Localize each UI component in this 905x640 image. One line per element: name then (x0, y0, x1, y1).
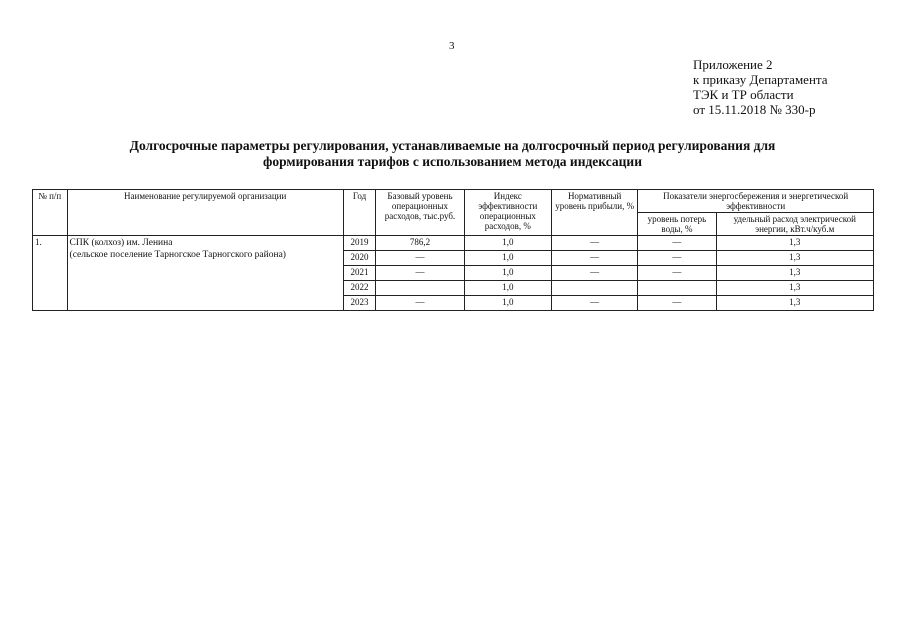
index-cell: 1,0 (464, 251, 551, 266)
profit-cell: — (552, 266, 638, 281)
loss-cell: — (638, 251, 716, 266)
base-cell: — (376, 296, 464, 311)
header-base-expenses: Базовый уровень операционных расходов, тыс.руб. (376, 190, 464, 236)
document-title (60, 138, 845, 170)
base-cell (376, 281, 464, 296)
profit-cell (552, 281, 638, 296)
base-cell: 786,2 (376, 236, 464, 251)
header-energy-indicators: Показатели энергосбережения и энергетической эффективности (638, 190, 874, 213)
year-cell: 2022 (343, 281, 376, 296)
parameters-table (32, 189, 874, 311)
year-cell: 2023 (343, 296, 376, 311)
appendix-line: от 15.11.2018 № 330-р (693, 102, 816, 117)
header-name: Наименование регулируемой организации (67, 190, 343, 236)
row-number: 1. (33, 236, 68, 311)
base-cell: — (376, 266, 464, 281)
organization-name-line: СПК (колхоз) им. Ленина (69, 238, 173, 248)
energy-cell: 1,3 (716, 251, 873, 266)
index-cell: 1,0 (464, 236, 551, 251)
index-cell: 1,0 (464, 266, 551, 281)
energy-cell: 1,3 (716, 281, 873, 296)
energy-cell: 1,3 (716, 266, 873, 281)
header-num: № п/п (33, 190, 68, 236)
appendix-block (693, 57, 828, 117)
index-cell: 1,0 (464, 296, 551, 311)
year-cell: 2021 (343, 266, 376, 281)
organization-name (67, 236, 343, 311)
organization-settlement-line: (сельское поселение Тарногское Тарногского района) (69, 250, 286, 260)
profit-cell: — (552, 251, 638, 266)
table-row (33, 236, 874, 251)
appendix-line: к приказу Департамента (693, 72, 828, 87)
loss-cell: — (638, 236, 716, 251)
profit-cell: — (552, 236, 638, 251)
energy-cell: 1,3 (716, 296, 873, 311)
header-year: Год (343, 190, 376, 236)
page-number: 3 (449, 40, 455, 52)
title-line: Долгосрочные параметры регулирования, устанавливаемые на долгосрочный период регулирования для (129, 138, 776, 153)
loss-cell: — (638, 296, 716, 311)
base-cell: — (376, 251, 464, 266)
index-cell: 1,0 (464, 281, 551, 296)
header-water-loss: уровень потерь воды, % (638, 213, 716, 236)
year-cell: 2019 (343, 236, 376, 251)
year-cell: 2020 (343, 251, 376, 266)
energy-cell: 1,3 (716, 236, 873, 251)
appendix-line: Приложение 2 (693, 57, 773, 72)
title-line: формирования тарифов с использованием метода индексации (263, 154, 642, 169)
loss-cell: — (638, 266, 716, 281)
loss-cell (638, 281, 716, 296)
header-efficiency-index: Индекс эффективности операционных расходов, % (464, 190, 551, 236)
profit-cell: — (552, 296, 638, 311)
appendix-line: ТЭК и ТР области (693, 87, 794, 102)
header-profit-level: Нормативный уровень прибыли, % (552, 190, 638, 236)
header-energy-consumption: удельный расход электрической энергии, кВт.ч/куб.м (716, 213, 873, 236)
